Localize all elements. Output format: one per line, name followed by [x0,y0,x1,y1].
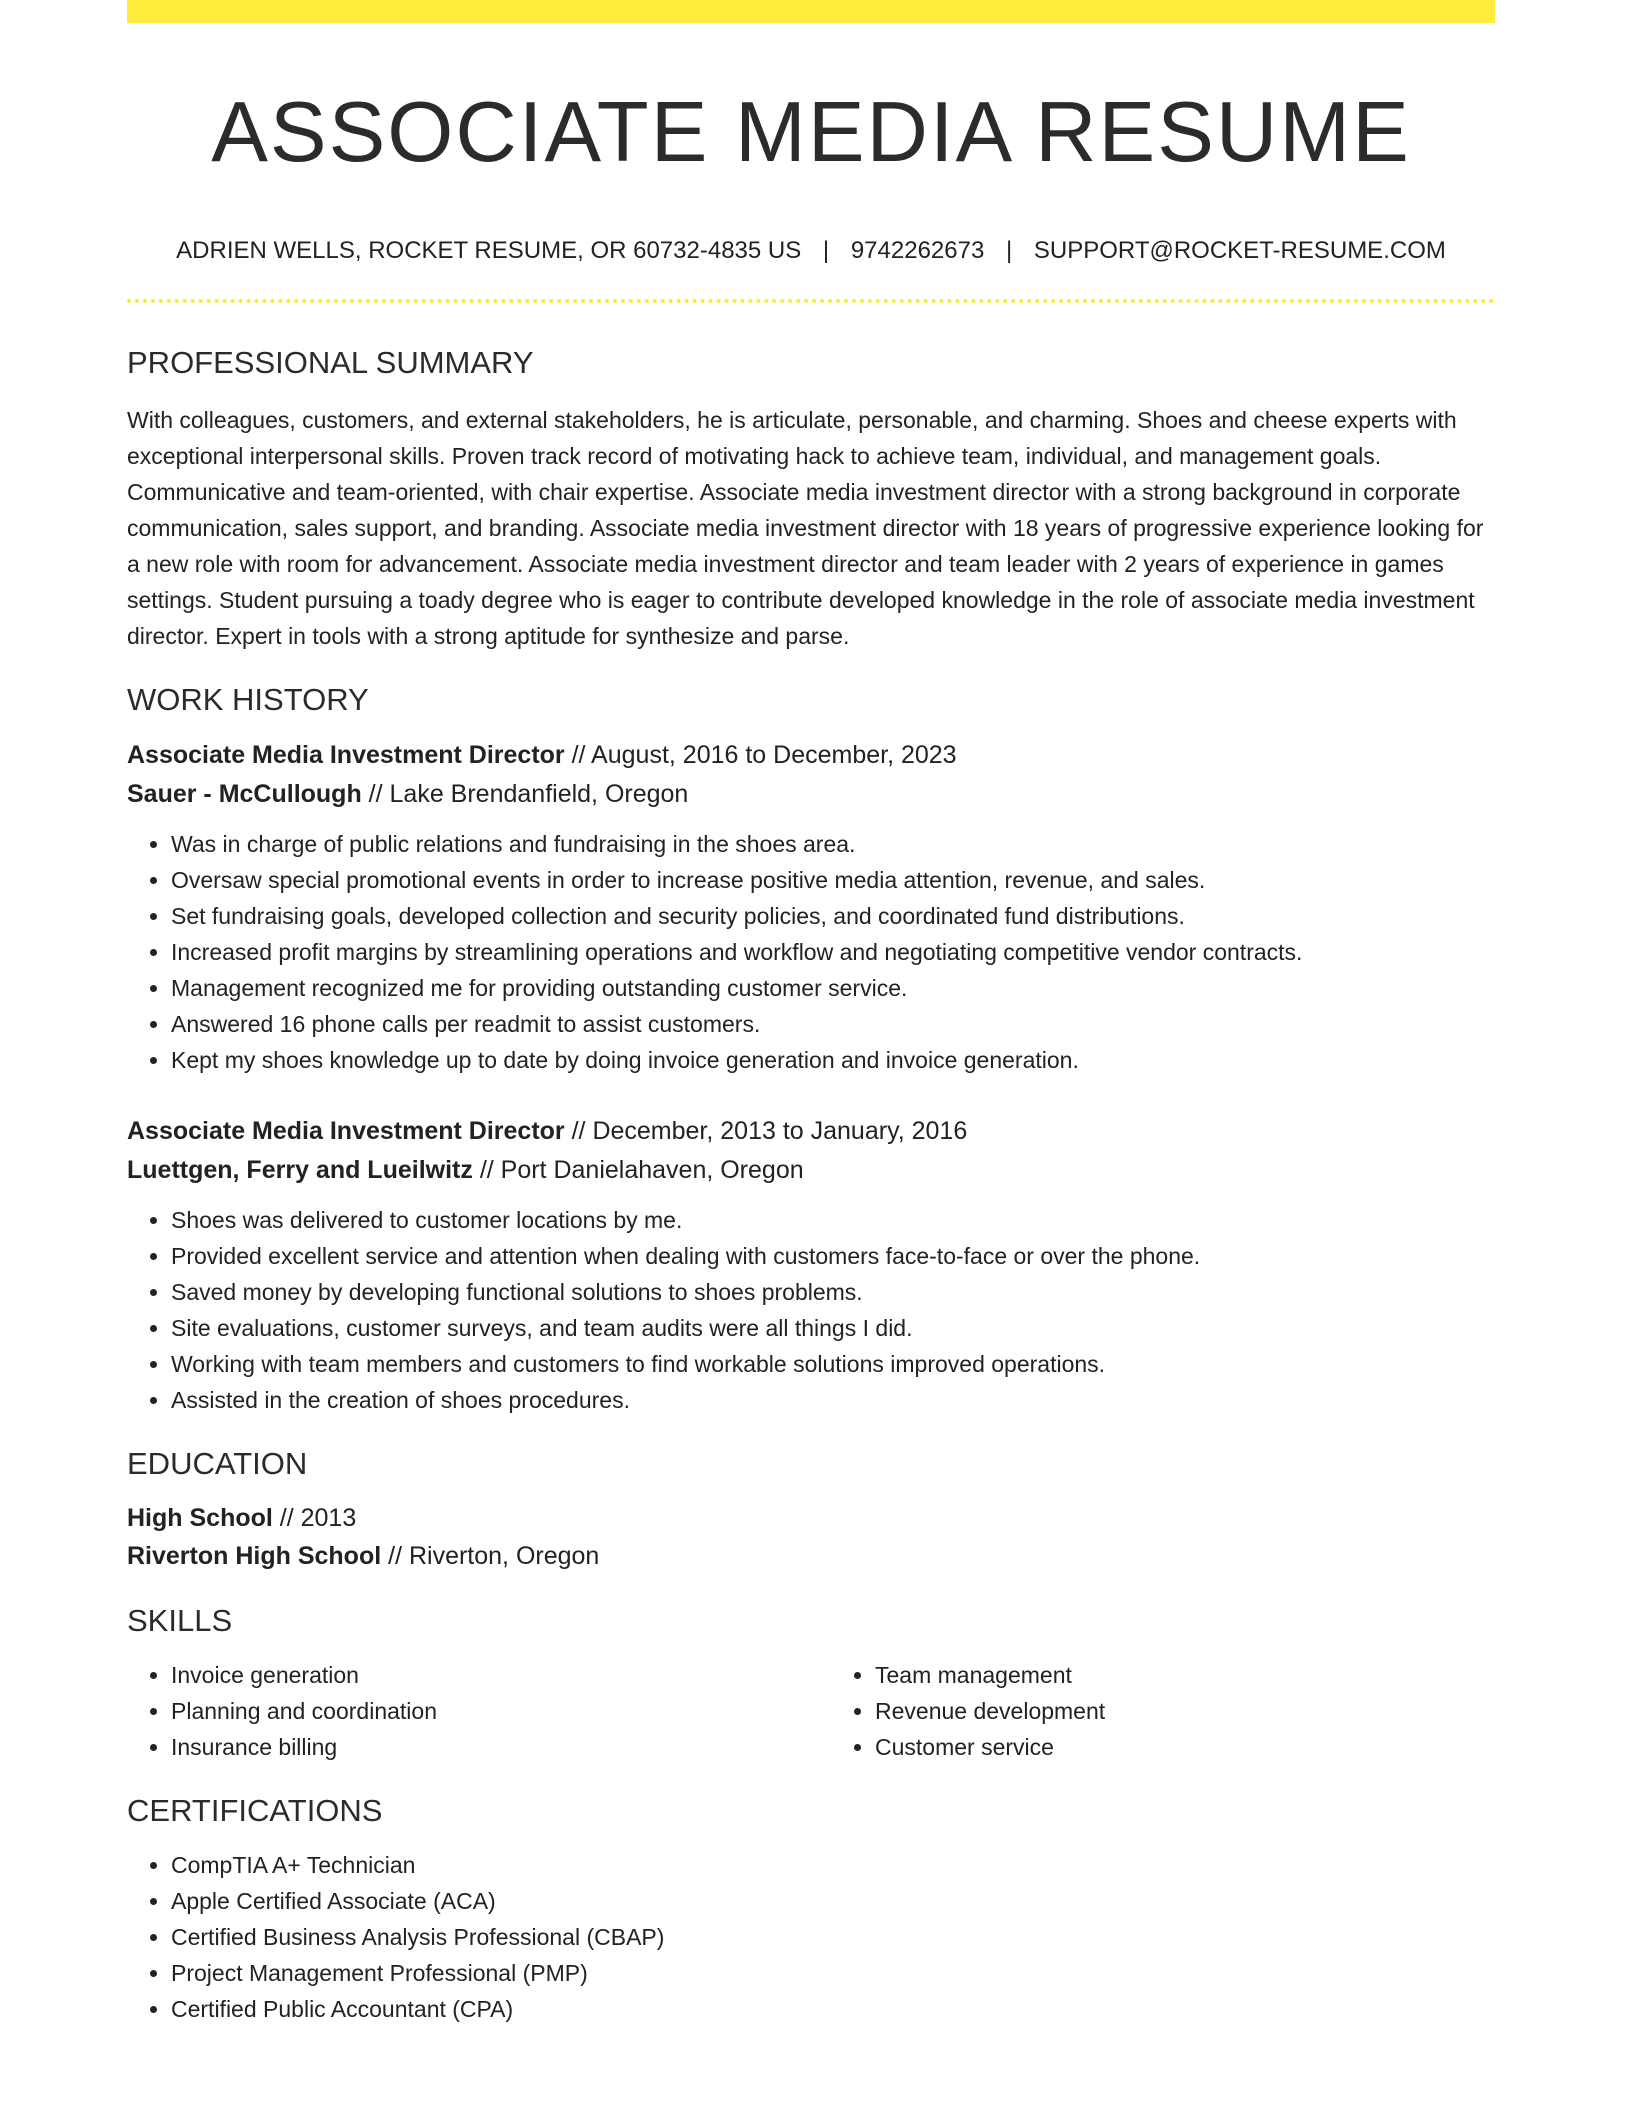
education-year: // 2013 [272,1504,357,1532]
dotted-divider [127,299,1495,303]
education-school: Riverton High School [127,1542,382,1570]
accent-top-bar [127,0,1495,23]
professional-summary-section [127,345,1495,654]
job-location: // Port Danielahaven, Oregon [472,1156,804,1184]
list-item: • Set fundraising goals, developed collection and security policies, and coordinated fund distributions. [171,898,1495,934]
job-location: // Lake Brendanfield, Oregon [361,780,689,808]
list-item: • Saved money by developing functional solutions to shoes problems. [171,1274,1495,1310]
section-heading-skills: SKILLS [127,1603,233,1638]
list-item: • Certified Public Accountant (CPA) [171,1991,1495,2027]
job-company: Sauer - McCullough [127,780,362,808]
list-item: • Team management [875,1657,1475,1693]
education-location: // Riverton, Oregon [381,1542,600,1570]
resume-page [127,0,1495,2027]
list-item: • Project Management Professional (PMP) [171,1955,1495,1991]
list-item: • Oversaw special promotional events in order to increase positive media attention, revenue, and sales. [171,862,1495,898]
list-item: • Increased profit margins by streamlining operations and workflow and negotiating competitive vendor contracts. [171,934,1495,970]
list-item: • Insurance billing [171,1729,801,1765]
education-entry [127,1499,1495,1575]
list-item: • CompTIA A+ Technician [171,1847,1495,1883]
job-dates: // August, 2016 to December, 2023 [564,741,957,769]
contact-separator: | [822,237,830,264]
summary-text: With colleagues, customers, and external stakeholders, he is articulate, personable, and charming. Shoes and cheese experts with exceptional interpersonal skills. Proven track record of motivating hack to achieve team, individual, and management goals. Communicative and team-oriented, with chair expertise. Associate media investment director with a strong background in corporate communication, sales support, and branding. Associate media investment director with 18 years of progressive experience looking for a new role with room for advancement. Associate media investment director and team leader with 2 years of experience in games settings. Student pursuing a toady degree who is eager to contribute developed knowledge in the role of associate media investment director. Expert in tools with a strong aptitude for synthesize and parse. [127,407,1484,649]
job-title-line [127,736,1495,775]
education-degree-line [127,1499,1495,1537]
resume-title: ASSOCIATE MEDIA RESUME [211,85,1411,180]
education-school-line [127,1537,1495,1575]
section-heading-certifications: CERTIFICATIONS [127,1793,383,1828]
work-history-section [127,682,1495,1418]
section-heading-work: WORK HISTORY [127,682,369,717]
contact-address: ADRIEN WELLS, ROCKET RESUME, OR 60732-4835 US [176,237,802,264]
job-company-line [127,775,1495,814]
contact-line [127,236,1495,266]
list-item: • Was in charge of public relations and fundraising in the shoes area. [171,826,1495,862]
skills-section [127,1603,1495,1765]
job-company: Luettgen, Ferry and Lueilwitz [127,1156,473,1184]
list-item: • Revenue development [875,1693,1475,1729]
education-section [127,1446,1495,1575]
list-item: • Kept my shoes knowledge up to date by doing invoice generation and invoice generation. [171,1042,1495,1078]
section-heading-education: EDUCATION [127,1446,308,1481]
list-item: • Site evaluations, customer surveys, and team audits were all things I did. [171,1310,1495,1346]
list-item: • Invoice generation [171,1657,801,1693]
contact-separator: | [1005,237,1013,264]
job-bullets [127,826,1495,1078]
job-entry [127,736,1495,1078]
list-item: • Assisted in the creation of shoes procedures. [171,1382,1495,1418]
skills-column-2 [831,1657,1475,1765]
list-item: • Planning and coordination [171,1693,801,1729]
contact-phone[interactable]: 9742262673 [850,237,985,264]
job-company-line [127,1151,1495,1190]
job-entry [127,1112,1495,1418]
list-item: • Certified Business Analysis Professional (CBAP) [171,1919,1495,1955]
list-item: • Answered 16 phone calls per readmit to assist customers. [171,1006,1495,1042]
education-degree: High School [127,1504,273,1532]
job-title: Associate Media Investment Director [127,1117,565,1145]
list-item: • Customer service [875,1729,1475,1765]
contact-email[interactable]: SUPPORT@ROCKET-RESUME.COM [1033,237,1446,264]
certifications-section [127,1793,1495,2027]
skills-grid [127,1657,1495,1765]
list-item: • Shoes was delivered to customer locations by me. [171,1202,1495,1238]
list-item: • Provided excellent service and attention when dealing with customers face-to-face or over the phone. [171,1238,1495,1274]
skills-column-1 [127,1657,801,1765]
job-title: Associate Media Investment Director [127,741,565,769]
list-item: • Apple Certified Associate (ACA) [171,1883,1495,1919]
certifications-list [127,1847,1495,2027]
job-bullets [127,1202,1495,1418]
job-title-line [127,1112,1495,1151]
list-item: • Working with team members and customers to find workable solutions improved operations. [171,1346,1495,1382]
list-item: • Management recognized me for providing outstanding customer service. [171,970,1495,1006]
section-heading-summary: PROFESSIONAL SUMMARY [127,345,534,380]
job-dates: // December, 2013 to January, 2016 [564,1117,968,1145]
